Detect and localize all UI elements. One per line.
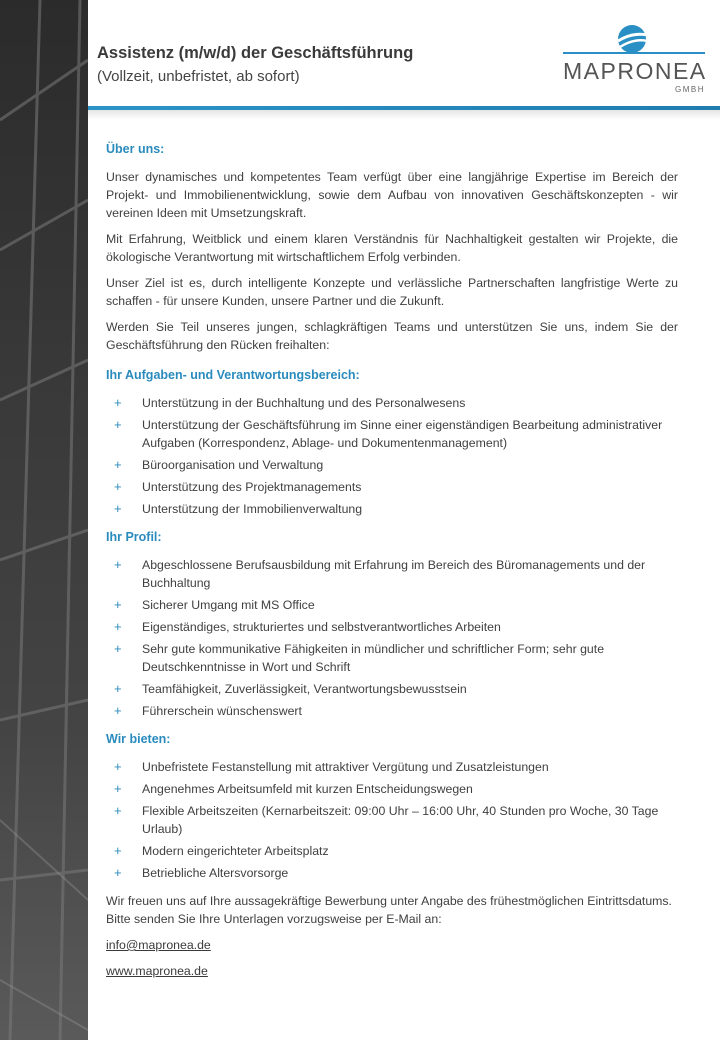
about-paragraph: Mit Erfahrung, Weitblick und einem klaren Verständnis für Nachhaltigkeit gestalten wir Projekte, die ökologische Verantwortung mit wirtschaftlichem Erfolg verbinden.: [106, 232, 678, 264]
job-content: [106, 140, 678, 988]
plus-icon: +: [114, 501, 122, 516]
plus-icon: +: [114, 557, 122, 572]
list-item: + Betriebliche Altersvorsorge: [114, 865, 289, 880]
list-item: + Unterstützung des Projektmanagements: [114, 479, 362, 494]
list-item: + Sicherer Umgang mit MS Office: [114, 597, 315, 612]
header-shadow: [88, 110, 720, 120]
list-item: + Unterstützung der Geschäftsführung im Sinne einer eigenständigen Bearbeitung administrativer Aufgaben (Korrespondenz, Ablage- und Dokumentenmanagement): [114, 417, 663, 450]
plus-icon: +: [114, 681, 122, 696]
job-subtitle: (Vollzeit, unbefristet, ab sofort): [97, 68, 300, 85]
tasks-list: [106, 394, 678, 518]
plus-icon: +: [114, 803, 122, 818]
plus-icon: +: [114, 619, 122, 634]
offer-heading: Wir bieten:: [106, 732, 171, 746]
plus-icon: +: [114, 479, 122, 494]
decorative-sidebar: [0, 0, 88, 1040]
plus-icon: +: [114, 703, 122, 718]
logo-wordmark: MAPRONEA: [563, 58, 707, 84]
list-item: + Flexible Arbeitszeiten (Kernarbeitszeit: 09:00 Uhr – 16:00 Uhr, 40 Stunden pro Woche, 30 Tage Urlaub): [114, 803, 659, 836]
plus-icon: +: [114, 759, 122, 774]
email-link[interactable]: info@mapronea.de: [106, 938, 211, 952]
closing-text: Wir freuen uns auf Ihre aussagekräftige Bewerbung unter Angabe des frühestmöglichen Eintrittsdatums. Bitte senden Sie Ihre Unterlagen vorzugsweise per E-Mail an:: [106, 894, 672, 926]
plus-icon: +: [114, 597, 122, 612]
profile-heading: Ihr Profil:: [106, 530, 162, 544]
list-item: + Sehr gute kommunikative Fähigkeiten in mündlicher und schriftlicher Form; sehr gute Deutschkenntnisse in Wort und Schrift: [114, 641, 605, 674]
list-item: + Unterstützung in der Buchhaltung und des Personalwesens: [114, 395, 466, 410]
website-link[interactable]: www.mapronea.de: [106, 964, 208, 978]
plus-icon: +: [114, 417, 122, 432]
list-item: + Unterstützung der Immobilienverwaltung: [114, 501, 363, 516]
plus-icon: +: [114, 843, 122, 858]
plus-icon: +: [114, 865, 122, 880]
logo-suffix: GMBH: [675, 85, 705, 94]
list-item: + Unbefristete Festanstellung mit attraktiver Vergütung und Zusatzleistungen: [114, 759, 549, 774]
list-item: + Teamfähigkeit, Zuverlässigkeit, Verantwortungsbewusstsein: [114, 681, 467, 696]
list-item: + Modern eingerichteter Arbeitsplatz: [114, 843, 329, 858]
plus-icon: +: [114, 395, 122, 410]
list-item: + Abgeschlossene Berufsausbildung mit Erfahrung im Bereich des Büromanagements und der Buchhaltung: [114, 557, 646, 590]
about-paragraph: Werden Sie Teil unseres jungen, schlagkräftigen Teams und unterstützen Sie uns, indem Sie der Geschäftsführung den Rücken freihalten:: [106, 320, 678, 352]
about-paragraph: Unser dynamisches und kompetentes Team verfügt über eine langjährige Expertise im Bereich der Projekt- und Immobilienentwicklung, sowie dem Aufbau von innovativen Geschäftskonzepten - wir vereinen Ideen mit Umsetzungskraft.: [106, 170, 678, 220]
list-item: + Führerschein wünschenswert: [114, 703, 302, 718]
tasks-heading: Ihr Aufgaben- und Verantwortungsbereich:: [106, 368, 360, 382]
profile-list: [106, 556, 678, 720]
job-title: Assistenz (m/w/d) der Geschäftsführung: [97, 44, 414, 62]
list-item: + Angenehmes Arbeitsumfeld mit kurzen Entscheidungswegen: [114, 781, 473, 796]
plus-icon: +: [114, 457, 122, 472]
offer-list: [106, 758, 678, 882]
logo-underline: [563, 52, 705, 54]
about-paragraph: Unser Ziel ist es, durch intelligente Konzepte und verlässliche Partnerschaften langfristige Werte zu schaffen - für unsere Kunden, unsere Partner und die Zukunft.: [106, 276, 678, 308]
list-item: + Büroorganisation und Verwaltung: [114, 457, 324, 472]
about-heading: Über uns:: [106, 142, 165, 156]
plus-icon: +: [114, 781, 122, 796]
solar-panel-pattern: [0, 0, 88, 1040]
plus-icon: +: [114, 641, 122, 656]
list-item: + Eigenständiges, strukturiertes und selbstverantwortliches Arbeiten: [114, 619, 501, 634]
